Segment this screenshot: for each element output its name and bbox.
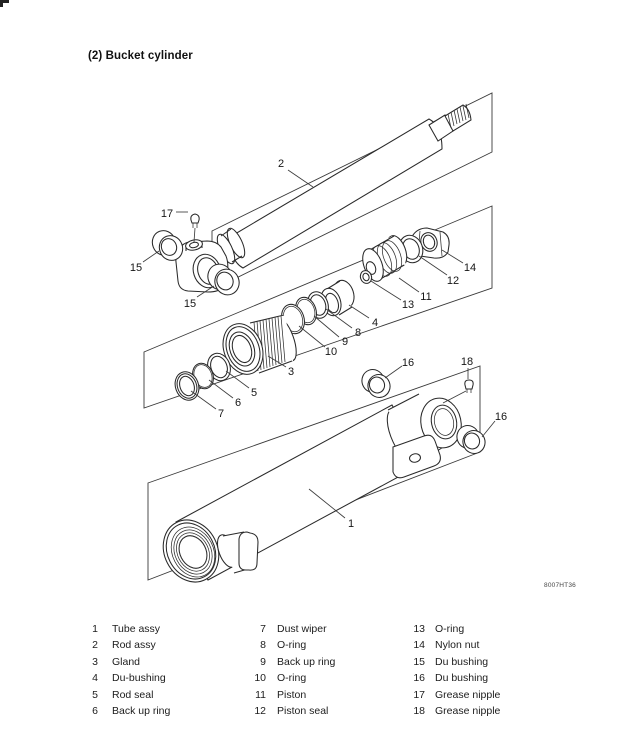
part-number: 8 (260, 639, 266, 652)
callout-label: 15 (129, 262, 143, 274)
part-name: Grease nipple (435, 704, 501, 717)
part-number: 3 (92, 655, 98, 668)
part-row (403, 687, 500, 703)
part-name: Tube assy (112, 623, 161, 635)
parts-list-column-2 (244, 621, 335, 719)
callout-label: 6 (234, 397, 242, 409)
part-name: Rod seal (112, 688, 154, 701)
part-number: 4 (92, 672, 98, 685)
part-row (244, 621, 335, 637)
part-name: Nylon nut (435, 639, 480, 652)
part-number: 5 (92, 688, 98, 701)
callout-label: 5 (250, 387, 258, 399)
callout-label: 16 (494, 411, 508, 423)
callout-label: 14 (463, 262, 477, 274)
callout-label: 12 (446, 275, 460, 287)
callout-label: 15 (183, 298, 197, 310)
parts-list-column-3 (403, 621, 500, 719)
part-name: Dust wiper (277, 623, 327, 635)
part-name: O-ring (277, 672, 307, 685)
part-name: Rod assy (112, 639, 156, 652)
part-row (244, 670, 335, 686)
part-number: 12 (254, 704, 266, 717)
part-row (403, 670, 500, 686)
callout-label: 17 (160, 208, 174, 220)
part-number: 16 (413, 672, 425, 685)
part-name: Du-bushing (112, 672, 166, 685)
part-number: 13 (413, 623, 425, 635)
part-row (403, 703, 500, 719)
part-name: Du bushing (435, 672, 489, 685)
part-number: 7 (260, 623, 266, 635)
page-title: (2) Bucket cylinder (88, 50, 193, 62)
part-name: Piston (277, 688, 307, 701)
part-number: 17 (413, 688, 425, 701)
part-row (244, 703, 335, 719)
callout-label: 3 (287, 366, 295, 378)
callout-leader-line (209, 380, 233, 398)
callout-leader-line (143, 251, 159, 262)
part-name: Grease nipple (435, 688, 501, 701)
part-number: 18 (413, 704, 425, 717)
callout-leader-line (288, 170, 313, 187)
callout-label: 18 (460, 356, 474, 368)
part-row (244, 637, 335, 653)
part-name: Back up ring (112, 704, 171, 717)
part-name: Du bushing (435, 655, 489, 668)
callout-label: 9 (341, 336, 349, 348)
callout-leader-line (191, 391, 216, 409)
part-name: Gland (112, 655, 141, 668)
callout-label: 2 (277, 158, 285, 170)
part-row (76, 687, 170, 703)
part-row (76, 637, 170, 653)
part-row (76, 621, 170, 637)
part-row (403, 621, 500, 637)
callout-label: 13 (401, 299, 415, 311)
callout-label: 8 (354, 327, 362, 339)
part-number: 6 (92, 704, 98, 717)
part-row (244, 687, 335, 703)
part-number: 11 (255, 688, 266, 701)
grease-nipple-17-drawing (191, 214, 199, 228)
part-number: 15 (413, 655, 425, 668)
callout-label: 1 (347, 518, 355, 530)
callout-label: 11 (420, 291, 432, 303)
callout-leader-line (482, 421, 495, 437)
callout-label: 16 (401, 357, 415, 369)
part-row (76, 703, 170, 719)
part-name: O-ring (435, 623, 465, 635)
part-number: 14 (413, 639, 425, 652)
callout-leader-line (385, 366, 402, 378)
parts-list-column-1 (76, 621, 170, 719)
part-number: 9 (260, 655, 266, 668)
callout-label: 10 (324, 346, 338, 358)
part-number: 10 (254, 672, 266, 685)
figure-code: 8007HT36 (544, 582, 576, 589)
part-name: O-ring (277, 639, 307, 652)
part-row (403, 637, 500, 653)
part-number: 1 (92, 623, 98, 635)
part-name: Piston seal (277, 704, 329, 717)
callout-label: 4 (371, 317, 379, 329)
part-name: Back up ring (277, 655, 336, 668)
callout-label: 7 (217, 408, 225, 420)
part-row (76, 654, 170, 670)
part-row (76, 670, 170, 686)
part-number: 2 (92, 639, 98, 652)
part-row (244, 654, 335, 670)
part-row (403, 654, 500, 670)
